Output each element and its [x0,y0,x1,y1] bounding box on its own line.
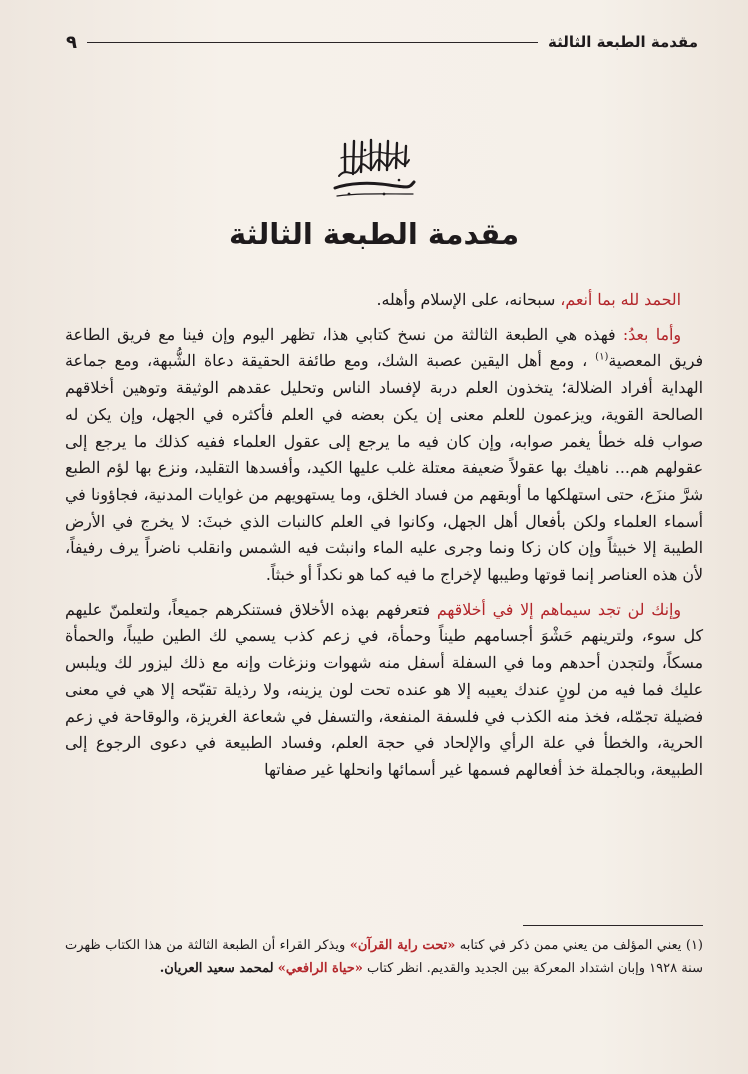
header-rule [87,42,538,43]
running-header-title: مقدمة الطبعة الثالثة [547,33,698,51]
paragraph-lead: وأما بعدُ: [622,324,681,344]
paragraph-text: فهذه هي الطبعة الثالثة من نسخ كتابي هذا، تظهر اليوم وإن فينا مع فريق الطاعة فريق المعصية [65,324,704,371]
paragraph-text: سبحانه، على الإسلام وأهله. [376,290,561,309]
paragraph [65,322,703,589]
paragraph-text: فتعرفهم بهذه الأخلاق فستنكرهم جميعاً، ولتعلمنّ عليهم كل سوء، ولترينهم حَشْوَ أجسامهم طيناً وحمأة، في زعم كذب يسمي لك الطين طيباً، والحمأة مسكاً، ولتجدن أحدهم وما في السفلة أسفل منه شهوات ونزغات وإنه مع ذلك ليزور لك ويلبس عليك فما فيه من لونٍ عندك يعيبه إلا هو عنده تحت لون يزينه، ولا رذيلة تقبّحه إلا هي في معنى فضيلة تجمّله، فخذ منه الكذب في فلسفة المنفعة، والتسفل في شعاعة الغريزة، والوقاحة في زعم الحرية، والخطأ في علة الرأي والإلحاد في حجة العلم، وفساد الطبيعة في دعوى الرجوع إلى الطبيعة، وبالجملة خذ أفعالهم فسمها غير أسمائها وانحلها غير صفاتها [65,599,703,779]
footnote-book-title: «تحت راية القرآن» [349,938,456,953]
paragraph-lead: الحمد لله بما أنعم، [560,290,681,309]
paragraph [65,597,703,784]
footnote-author: لمحمد سعيد العريان. [159,961,274,976]
paragraph-lead: وإنك لن تجد سيماهم إلا في أخلاقهم [436,599,681,619]
footnote-text: ويذكر القراء أن الطبعة الثالثة من هذا الكتاب ظهرت سنة ١٩٢٨ وإبان اشتداد المعركة بين الجديد والقديم. انظر كتاب [65,938,703,976]
footnote-text: يعني المؤلف من يعني ممن ذكر في كتابه [455,938,686,953]
main-text [65,287,703,792]
footnote-number: (١) [685,938,703,953]
paragraph [65,287,703,314]
footnote-book-title: «حياة الرافعي» [277,961,363,976]
footnote-reference[interactable]: (١) [595,352,609,364]
footnote [65,934,703,980]
page-number: ٩ [66,31,77,53]
paragraph-text: ، ومع أهل اليقين عصبة الشك، ومع طائفة الحقيقة دعاة الشُّبهة، ومع جماعة الهداية أفراد الضلالة؛ يتخذون العلم دربة لإفساد الناس وتحليل عقدهم الوثيقة وتوهين أخلاقهم الصالحة القوية، ويزعمون للعلم معنى إن يكن بعضه في العلم فأكثره في الجهل، وإن يكن له صواب فله خطأ يغمر صوابه، وإن كان فيه ما يرجع إلى عقول العلماء ففيه كذلك ما يرجع إلى عقولهم هم... ناهيك بها عقولاً ضعيفة معتلة غلب عليها الكيد، وأفسدها التقليد، ونزع بها لؤم الطبع شرَّ منزَع، حتى استهلكها ما أوبقهم من فساد الخلق، وما يستهويهم من غوايات المدنية، فجاؤونا في أسماء العلماء ولكن بأفعال أهل الجهل، وكانوا في العلم كالنبات الذي خبثَ: لا يخرج في الأرض الطيبة إلا خبيثاً وإن كان زكا ونما وجرى عليه الماء وانبثت فيه الشمس وانقلب ناضراً يرف رفيفاً، لأن هذه العناصر إنما قوتها وطيبها لإخراج ما فيه كما هو نكداً أو خبثاً. [65,351,703,585]
running-header [66,24,698,60]
chapter-title: مقدمة الطبعة الثالثة [228,217,520,251]
basmala-calligraphy-icon [329,136,419,200]
footnote-divider [523,925,703,926]
